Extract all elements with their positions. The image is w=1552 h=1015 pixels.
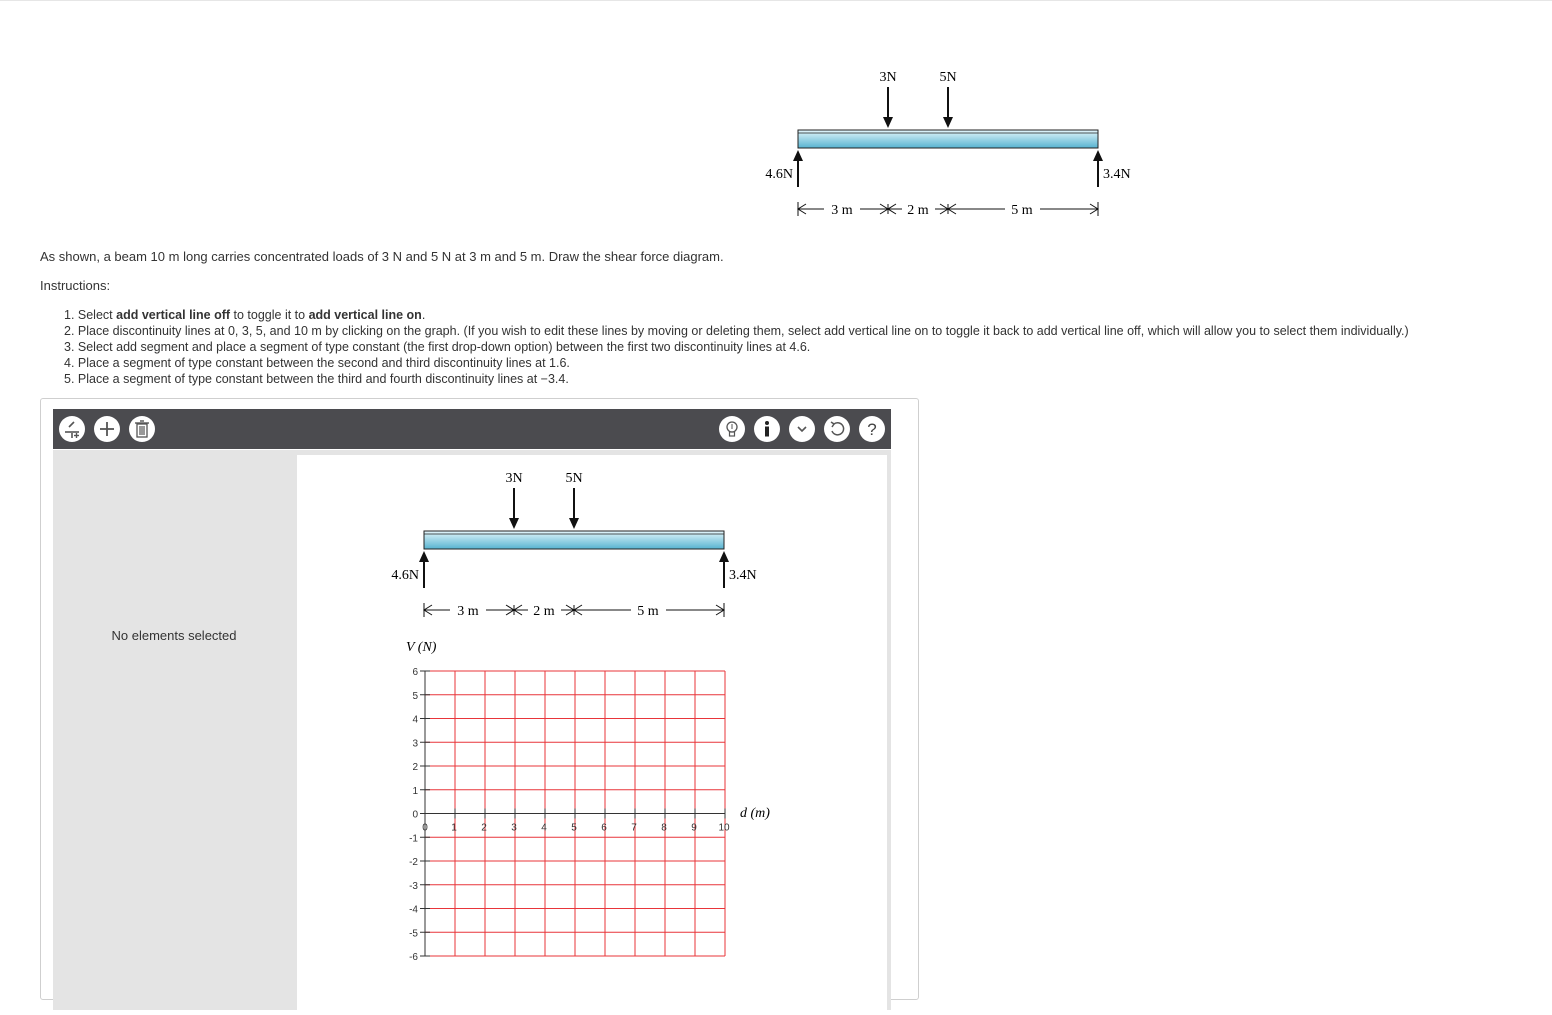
svg-text:?: ?	[867, 420, 877, 438]
info-button[interactable]	[754, 416, 780, 442]
add-segment-button[interactable]	[94, 416, 120, 442]
y-tick-label: 4	[412, 714, 418, 726]
canvas-reaction-label-right: 3.4N	[729, 568, 757, 583]
canvas-load-arrow-5n	[569, 488, 579, 529]
add-vertical-line-button[interactable]	[59, 416, 85, 442]
help-button[interactable]	[859, 416, 885, 442]
y-tick-label: 3	[412, 738, 418, 750]
canvas-load-label-5n: 5N	[565, 471, 583, 486]
toolbar	[53, 409, 891, 449]
dropdown-icon	[795, 422, 809, 436]
y-tick-label: -4	[409, 904, 418, 916]
y-tick-label: 6	[412, 667, 418, 678]
top-divider	[0, 0, 1552, 1]
no-elements-selected-text: No elements selected	[111, 628, 237, 643]
y-tick-label: 5	[412, 690, 418, 702]
y-tick-label: 2	[412, 762, 418, 773]
graph-grid[interactable]	[409, 667, 730, 963]
canvas-load-arrow-3n	[509, 488, 519, 529]
x-tick-label: 3	[511, 822, 517, 834]
reaction-label-left: 4.6N	[765, 167, 793, 182]
reaction-label-right: 3.4N	[1103, 167, 1131, 182]
delete-button[interactable]	[129, 416, 155, 442]
instruction-step-1: 1. Select add vertical line off to toggle it to add vertical line on.	[64, 308, 426, 322]
canvas-dim-label-3: 5 m	[637, 604, 659, 619]
hint-icon	[723, 420, 741, 438]
instruction-step-4: 4. Place a segment of type constant between the second and third discontinuity lines at 1.6.	[64, 356, 570, 370]
load-arrow-5n	[943, 87, 953, 128]
y-axis-label: V (N)	[406, 640, 437, 655]
y-tick-label: 1	[412, 785, 418, 797]
beam-figure-top	[740, 60, 1160, 230]
x-tick-label: 2	[481, 822, 487, 834]
properties-panel	[53, 450, 295, 1010]
instruction-step-3: 3. Select add segment and place a segment of type constant (the first drop-down option) between the first two discontinuity lines at 4.6.	[64, 340, 811, 354]
x-tick-label: 8	[661, 822, 667, 834]
y-tick-label: -3	[409, 880, 418, 892]
instruction-step-5: 5. Place a segment of type constant between the third and fourth discontinuity lines at −3.4.	[64, 372, 569, 386]
info-icon	[758, 420, 776, 438]
x-tick-label: 9	[691, 822, 697, 834]
canvas-svg	[297, 455, 887, 995]
x-tick-label: 7	[631, 822, 637, 834]
add-segment-icon	[98, 420, 116, 438]
reaction-arrow-left	[793, 150, 803, 187]
dim-label-2: 2 m	[907, 203, 929, 218]
x-tick-label: 10	[718, 822, 730, 834]
canvas-dim-label-1: 3 m	[457, 604, 479, 619]
help-icon	[863, 420, 881, 438]
canvas-reaction-arrow-left	[419, 551, 429, 588]
load-arrow-3n	[883, 87, 893, 128]
add-vertical-line-icon	[62, 419, 82, 439]
load-label-3n: 3N	[879, 70, 897, 85]
y-tick-label: -6	[409, 952, 418, 963]
x-tick-label: 4	[541, 822, 547, 834]
x-tick-label: 5	[571, 822, 577, 834]
x-tick-label: 1	[451, 822, 457, 834]
instruction-list	[64, 307, 1409, 387]
delete-icon	[134, 420, 150, 438]
x-tick-label: 0	[422, 822, 428, 834]
drawing-canvas[interactable]	[297, 455, 887, 1015]
x-axis-label: d (m)	[740, 806, 770, 821]
y-tick-label: -2	[409, 857, 418, 868]
canvas-dim-label-2: 2 m	[533, 604, 555, 619]
canvas-reaction-label-left: 4.6N	[391, 568, 419, 583]
dim-label-3: 5 m	[1011, 203, 1033, 218]
graphing-tool	[40, 398, 919, 1000]
dim-label-1: 3 m	[831, 203, 853, 218]
reset-button[interactable]	[824, 416, 850, 442]
y-tick-label: -1	[409, 833, 418, 845]
y-tick-label: -5	[409, 928, 418, 940]
problem-statement: As shown, a beam 10 m long carries concentrated loads of 3 N and 5 N at 3 m and 5 m. Draw the shear force diagram.	[40, 249, 724, 264]
y-tick-label: 0	[412, 809, 418, 821]
reaction-arrow-right	[1093, 150, 1103, 187]
hint-button[interactable]	[719, 416, 745, 442]
x-tick-label: 6	[601, 822, 607, 834]
reset-icon	[828, 420, 846, 438]
instructions-title: Instructions:	[40, 278, 111, 293]
instruction-step-2: 2. Place discontinuity lines at 0, 3, 5, and 10 m by clicking on the graph. (If you wish to edit these lines by moving or deleting them, select add vertical line on to toggle it back to add vertical line off, which will allow you to select them individually.)	[64, 324, 1409, 338]
canvas-load-label-3n: 3N	[505, 471, 523, 486]
canvas-reaction-arrow-right	[719, 551, 729, 588]
load-label-5n: 5N	[939, 70, 957, 85]
dropdown-button[interactable]	[789, 416, 815, 442]
